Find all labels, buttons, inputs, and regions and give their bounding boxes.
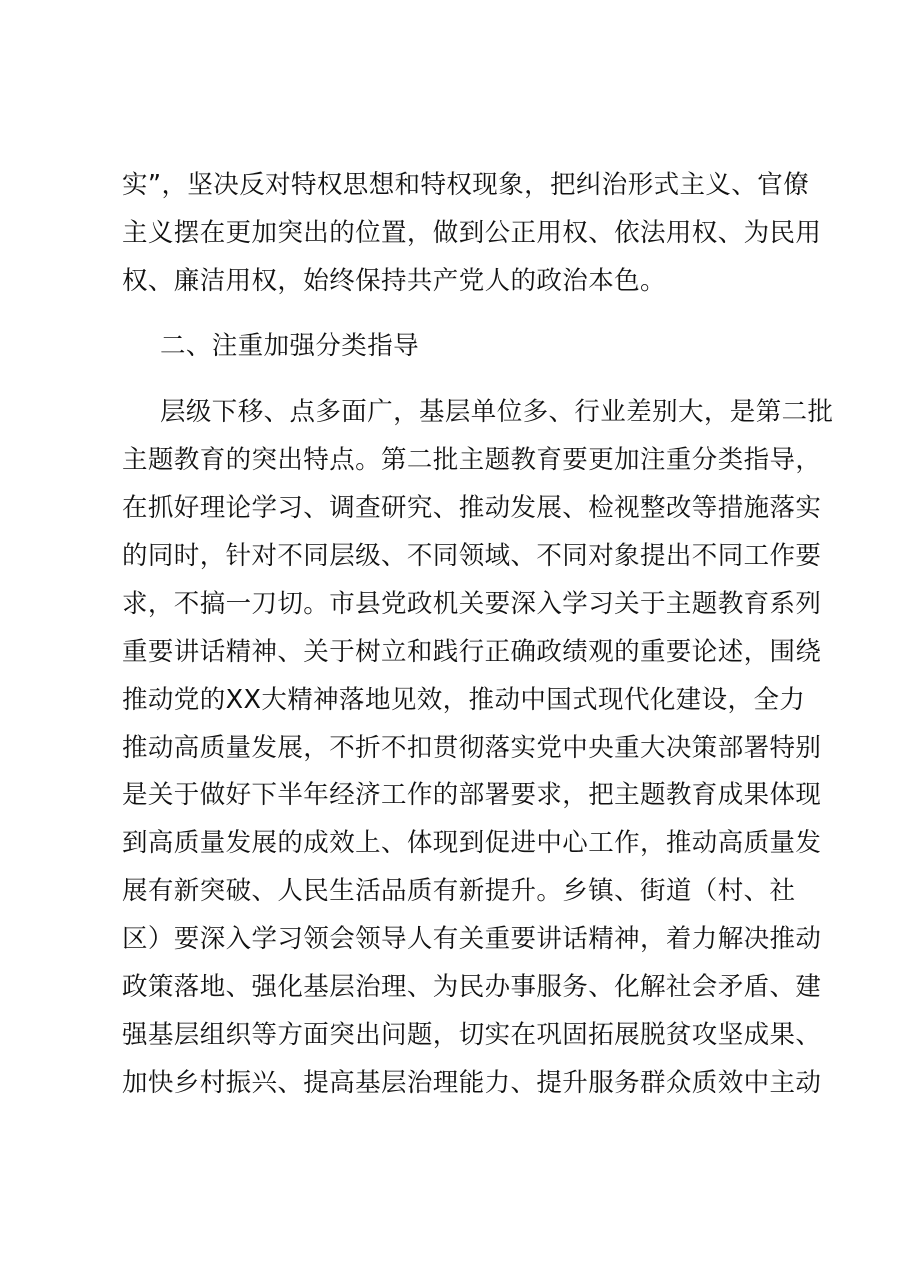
body-text-line: 到高质量发展的成效上、体现到促进中心工作，推动高质量发 [122, 828, 822, 858]
body-text-line: 主题教育的突出特点。第二批主题教育要更加注重分类指导， [122, 445, 822, 475]
body-text-line: 强基层组织等方面突出问题，切实在巩固拓展脱贫攻坚成果、 [122, 1020, 822, 1050]
section-heading: 二、注重加强分类指导 [160, 331, 420, 361]
body-text-line: 实”，坚决反对特权思想和特权现象，把纠治形式主义、官僚 [122, 170, 810, 200]
body-text-line: 是关于做好下半年经济工作的部署要求，把主题教育成果体现 [122, 780, 822, 810]
body-text-line: 在抓好理论学习、调查研究、推动发展、检视整改等措施落实 [122, 493, 822, 523]
body-text-line: 层级下移、点多面广，基层单位多、行业差别大，是第二批 [160, 397, 834, 427]
body-text-line: 展有新突破、人民生活品质有新提升。乡镇、街道（村、社 [122, 876, 796, 906]
body-text-line: 权、廉洁用权，始终保持共产党人的政治本色。 [122, 266, 666, 296]
body-text-line: 区）要深入学习领会领导人有关重要讲话精神，着力解决推动 [122, 924, 822, 954]
body-text-line: 推动高质量发展，不折不扣贯彻落实党中央重大决策部署特别 [122, 733, 822, 763]
body-text-line: 政策落地、强化基层治理、为民办事服务、化解社会矛盾、建 [122, 972, 822, 1002]
body-text-line: 主义摆在更加突出的位置，做到公正用权、依法用权、为民用 [122, 218, 822, 248]
body-text-line: 的同时，针对不同层级、不同领域、不同对象提出不同工作要 [122, 541, 822, 571]
body-text-line: 推动党的XX大精神落地见效，推动中国式现代化建设，全力 [122, 685, 806, 715]
body-text-line: 重要讲话精神、关于树立和践行正确政绩观的重要论述，围绕 [122, 637, 822, 667]
body-text-line: 加快乡村振兴、提高基层治理能力、提升服务群众质效中主动 [122, 1068, 822, 1098]
body-text-line: 求，不搞一刀切。市县党政机关要深入学习关于主题教育系列 [122, 589, 822, 619]
